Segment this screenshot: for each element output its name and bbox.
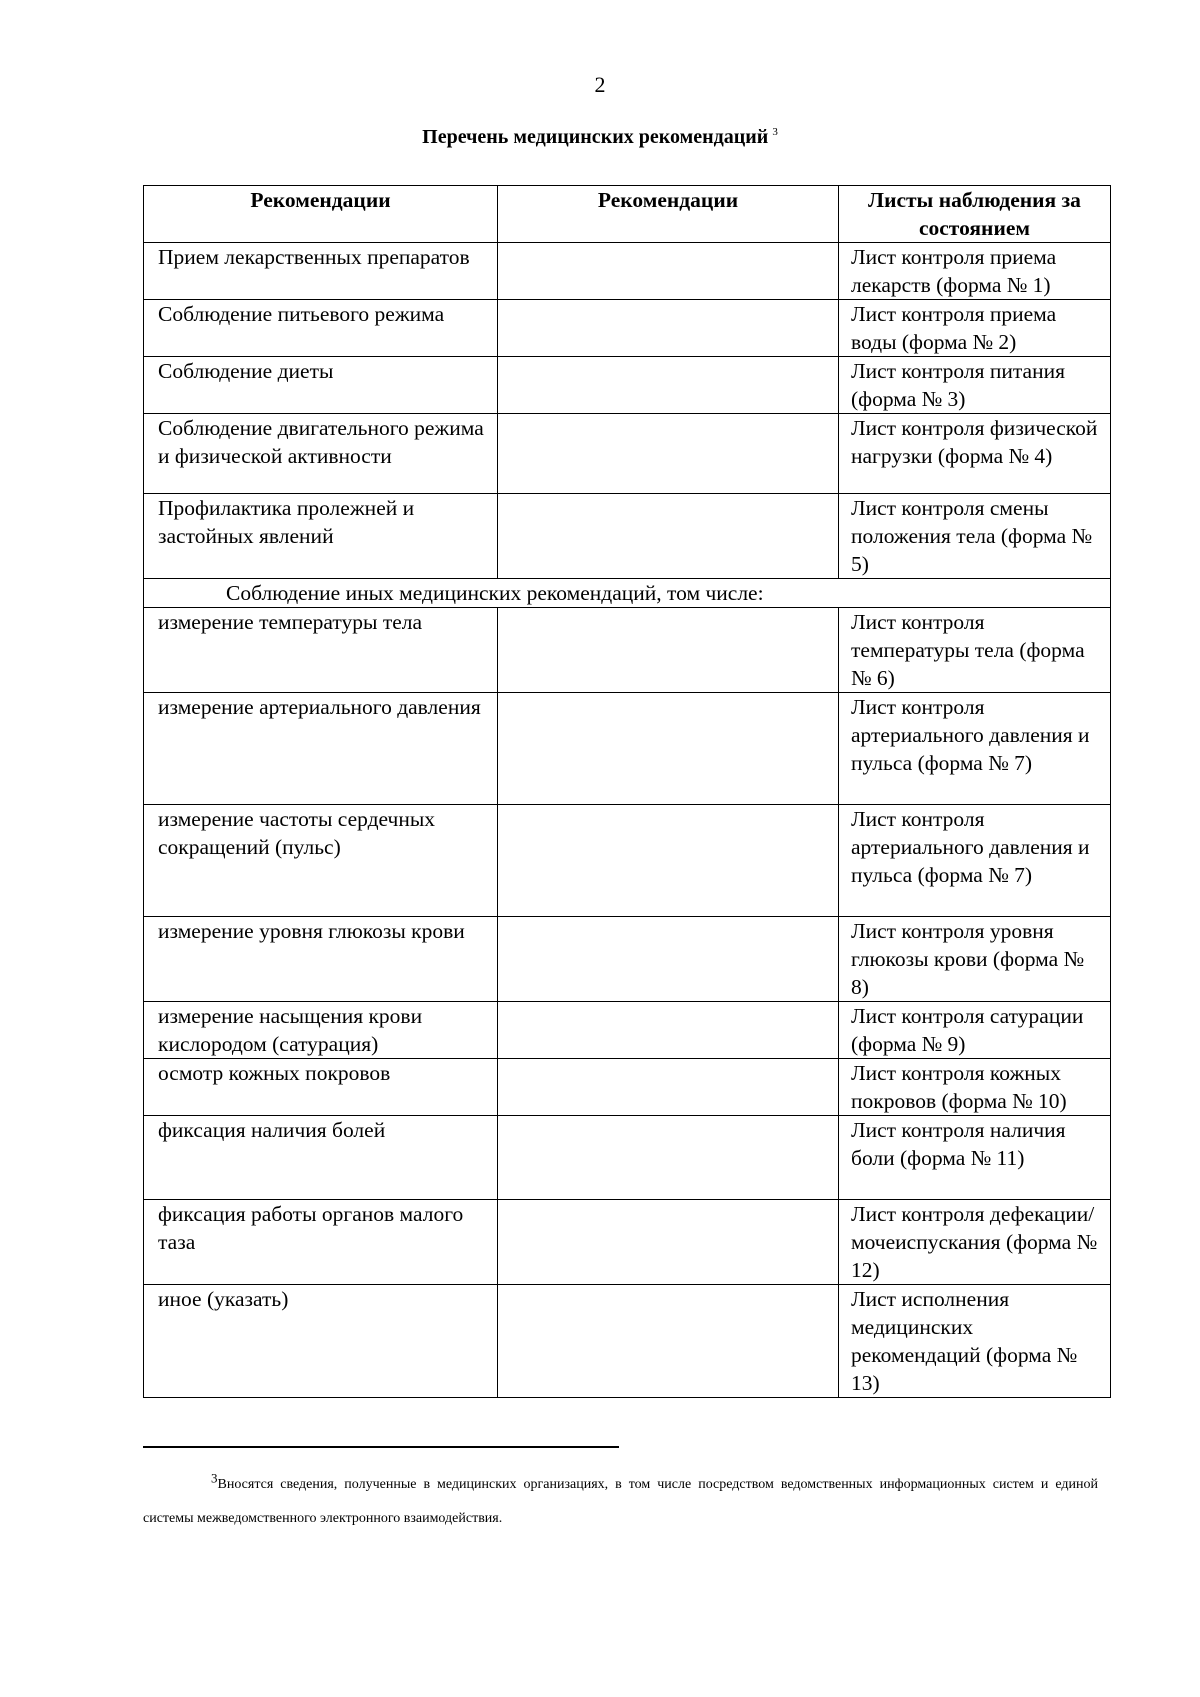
table-header-row bbox=[144, 186, 1111, 243]
sheet-cell: Лист контроля сатурации (форма № 9) bbox=[839, 1002, 1111, 1059]
footnote-separator bbox=[143, 1446, 619, 1448]
recommendation-cell: осмотр кожных покровов bbox=[144, 1059, 498, 1116]
recommendation-cell: фиксация наличия болей bbox=[144, 1116, 498, 1200]
table-row bbox=[144, 1116, 1111, 1200]
recommendation-cell: измерение температуры тела bbox=[144, 608, 498, 693]
header-recommendations-2: Рекомендации bbox=[498, 186, 839, 243]
footnote bbox=[143, 1468, 1098, 1536]
recommendation-cell: иное (указать) bbox=[144, 1285, 498, 1398]
sheet-cell: Лист контроля питания (форма № 3) bbox=[839, 357, 1111, 414]
page-title bbox=[0, 126, 1200, 149]
header-observation-sheets: Листы наблюдения за состоянием bbox=[839, 186, 1111, 243]
table-row bbox=[144, 1059, 1111, 1116]
note-cell bbox=[498, 608, 839, 693]
note-cell bbox=[498, 494, 839, 579]
sheet-cell: Лист контроля температуры тела (форма № 6) bbox=[839, 608, 1111, 693]
note-cell bbox=[498, 1116, 839, 1200]
recommendation-cell: измерение уровня глюкозы крови bbox=[144, 917, 498, 1002]
sheet-cell: Лист контроля смены положения тела (форма № 5) bbox=[839, 494, 1111, 579]
note-cell bbox=[498, 917, 839, 1002]
note-cell bbox=[498, 414, 839, 494]
note-cell bbox=[498, 1285, 839, 1398]
sheet-cell: Лист контроля дефекации/мочеиспускания (форма № 12) bbox=[839, 1200, 1111, 1285]
note-cell bbox=[498, 357, 839, 414]
recommendation-cell: Соблюдение питьевого режима bbox=[144, 300, 498, 357]
section-row bbox=[144, 579, 1111, 608]
sheet-cell: Лист контроля артериального давления и пульса (форма № 7) bbox=[839, 693, 1111, 805]
recommendation-cell: измерение артериального давления bbox=[144, 693, 498, 805]
table-row bbox=[144, 494, 1111, 579]
recommendation-cell: Прием лекарственных препаратов bbox=[144, 243, 498, 300]
page-number: 2 bbox=[594, 72, 606, 97]
recommendation-cell: Соблюдение двигательного режима и физической активности bbox=[144, 414, 498, 494]
recommendation-cell: измерение частоты сердечных сокращений (пульс) bbox=[144, 805, 498, 917]
header-recommendations: Рекомендации bbox=[144, 186, 498, 243]
title-footnote-mark: 3 bbox=[772, 126, 778, 139]
table-row bbox=[144, 300, 1111, 357]
recommendation-cell: измерение насыщения крови кислородом (сатурация) bbox=[144, 1002, 498, 1059]
table-row bbox=[144, 805, 1111, 917]
recommendation-cell: Профилактика пролежней и застойных явлений bbox=[144, 494, 498, 579]
sheet-cell: Лист исполнения медицинских рекомендаций (форма № 13) bbox=[839, 1285, 1111, 1398]
table-row bbox=[144, 243, 1111, 300]
note-cell bbox=[498, 300, 839, 357]
table-row bbox=[144, 414, 1111, 494]
table-row bbox=[144, 608, 1111, 693]
table-row bbox=[144, 1285, 1111, 1398]
title-text: Перечень медицинских рекомендаций bbox=[422, 126, 769, 148]
note-cell bbox=[498, 693, 839, 805]
recommendation-cell: фиксация работы органов малого таза bbox=[144, 1200, 498, 1285]
sheet-cell: Лист контроля наличия боли (форма № 11) bbox=[839, 1116, 1111, 1200]
sheet-cell: Лист контроля физической нагрузки (форма № 4) bbox=[839, 414, 1111, 494]
recommendation-cell: Соблюдение диеты bbox=[144, 357, 498, 414]
footnote-text: Вносятся сведения, полученные в медицинских организациях, в том числе посредством ведомственных информационных систем и единой системы межведомственного электронного взаимодействия. bbox=[143, 1477, 1098, 1526]
section-title: Соблюдение иных медицинских рекомендаций, том числе: bbox=[144, 579, 1111, 608]
recommendations-table bbox=[143, 185, 1111, 1398]
table-row bbox=[144, 917, 1111, 1002]
footnote-mark: 3 bbox=[211, 1470, 218, 1486]
note-cell bbox=[498, 1002, 839, 1059]
sheet-cell: Лист контроля приема лекарств (форма № 1) bbox=[839, 243, 1111, 300]
sheet-cell: Лист контроля артериального давления и пульса (форма № 7) bbox=[839, 805, 1111, 917]
table-row bbox=[144, 693, 1111, 805]
sheet-cell: Лист контроля кожных покровов (форма № 10) bbox=[839, 1059, 1111, 1116]
table-row bbox=[144, 1200, 1111, 1285]
table-row bbox=[144, 357, 1111, 414]
note-cell bbox=[498, 1059, 839, 1116]
note-cell bbox=[498, 805, 839, 917]
note-cell bbox=[498, 1200, 839, 1285]
note-cell bbox=[498, 243, 839, 300]
sheet-cell: Лист контроля уровня глюкозы крови (форма № 8) bbox=[839, 917, 1111, 1002]
sheet-cell: Лист контроля приема воды (форма № 2) bbox=[839, 300, 1111, 357]
table-row bbox=[144, 1002, 1111, 1059]
